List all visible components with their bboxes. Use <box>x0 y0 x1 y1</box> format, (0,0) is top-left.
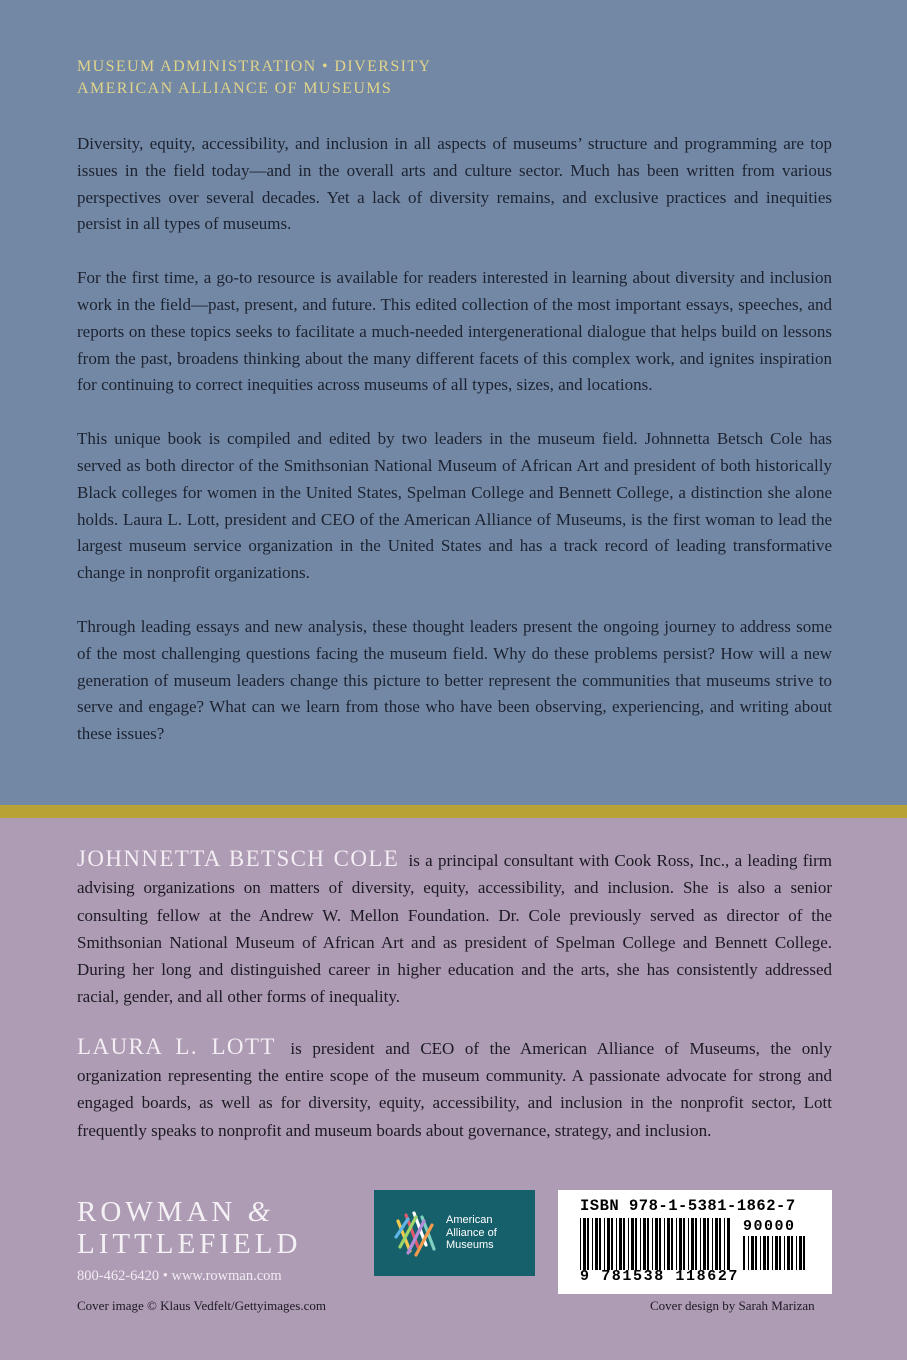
barcode-bar <box>655 1218 658 1270</box>
addon-barcode-bars-icon <box>743 1236 813 1270</box>
barcode-bar <box>580 1218 581 1270</box>
category-label <box>77 56 777 100</box>
isbn-barcode <box>558 1190 832 1294</box>
aam-logo <box>374 1190 535 1276</box>
aam-logo-line: Alliance of <box>446 1226 497 1239</box>
barcode-bar <box>763 1236 766 1270</box>
barcode-bar <box>583 1218 586 1270</box>
barcode-bar <box>791 1236 793 1270</box>
barcode-bar <box>643 1218 646 1270</box>
author-bio-lott <box>77 1033 832 1144</box>
barcode-bar <box>679 1218 682 1270</box>
barcode-bar <box>628 1218 629 1270</box>
barcode-bar <box>592 1218 593 1270</box>
description-paragraph: Through leading essays and new analysis, these thought leaders present the ongoing journey to address some of the most challenging questions facing the museum field. Why do these problems persist? How will a new generation of museum leaders change this picture to better represent the communities that museums strive to serve and engage? What can we learn from those who have been observing, experiencing, and writing about these issues? <box>77 616 832 744</box>
cover-image-credit: Cover image © Klaus Vedfelt/Gettyimages.com <box>77 1298 326 1313</box>
barcode-bar <box>607 1218 610 1270</box>
barcode-bar <box>616 1218 617 1270</box>
barcode-bar <box>760 1236 761 1270</box>
aam-logo-line: American <box>446 1214 493 1227</box>
isbn-number: ISBN 978-1-5381-1862-7 <box>580 1197 796 1215</box>
barcode-bar <box>727 1218 730 1270</box>
barcode-bar <box>703 1218 706 1270</box>
barcode-bar <box>647 1218 649 1270</box>
barcode-bar <box>671 1218 673 1270</box>
barcode-bar <box>796 1236 797 1270</box>
book-description <box>77 131 832 775</box>
publisher-ampersand: & <box>247 1196 275 1228</box>
barcode-bar <box>619 1218 622 1270</box>
barcode-bar <box>755 1236 757 1270</box>
barcode-bar <box>787 1236 790 1270</box>
publisher-logo <box>77 1196 357 1285</box>
publisher-word: ROWMAN <box>77 1196 237 1228</box>
barcode-bar <box>635 1218 637 1270</box>
barcode-bar <box>683 1218 685 1270</box>
barcode-bar <box>611 1218 613 1270</box>
barcode-bar <box>664 1218 665 1270</box>
publisher-contact: 800-462-6420 • www.rowman.com <box>77 1268 282 1284</box>
barcode-bar <box>719 1218 721 1270</box>
barcode-bar <box>695 1218 697 1270</box>
author-bio-text: is a principal consultant with Cook Ross, Inc., a leading firm advising organizations on matters of diversity, equity, accessibility, and inclusion. She is also a senior consulting fellow at the Andrew W. Mellon Foundation. Dr. Cole previously served as director of the Smithsonian National Museum of African Art and as president of Spelman College and Bennett College. During her long and distinguished career in higher education and the arts, she has consistently addressed racial, gender, and all other forms of inequality. <box>77 851 833 1007</box>
description-paragraph: For the first time, a go-to resource is available for readers interested in learning about diversity and inclusion work in the field—past, present, and future. This edited collection of the most important essays, speeches, and reports on these topics seeks to facilitate a much-needed intergenerational dialogue that helps build on lessons from the past, broadens thinking about the many different facets of this complex work, and ignites inspiration for continuing to correct inequities across museums of all types, sizes, and locations. <box>77 268 832 395</box>
barcode-bar <box>803 1236 805 1270</box>
author-name: JOHNNETTA BETSCH COLE <box>77 846 400 871</box>
barcode-bar <box>775 1236 778 1270</box>
barcode-bar <box>700 1218 701 1270</box>
barcode-bar <box>712 1218 713 1270</box>
barcode-digits: 9 781538 118627 <box>580 1268 740 1285</box>
barcode-bars-icon <box>580 1218 730 1270</box>
author-bio-text: is president and CEO of the American Alliance of Museums, the only organization representing the entire scope of the museum community. A passionate advocate for strong and engaged boards, as well as for diversity, equity, accessibility, and inclusion in the nonprofit sector, Lott frequently speaks to nonprofit and museum boards about governance, strategy, and inclusion. <box>77 1038 833 1140</box>
barcode-bar <box>676 1218 677 1270</box>
publisher-line-1 <box>77 1196 357 1228</box>
aam-mark-icon <box>394 1207 438 1259</box>
author-bio-cole <box>77 845 832 1011</box>
aam-logo-text <box>446 1214 526 1252</box>
barcode-bar <box>604 1218 605 1270</box>
barcode-bar <box>784 1236 785 1270</box>
barcode-bar <box>640 1218 641 1270</box>
barcode-bar <box>724 1218 725 1270</box>
aam-logo-line: Museums <box>446 1239 494 1252</box>
barcode-bar <box>595 1218 598 1270</box>
barcode-bar <box>779 1236 781 1270</box>
author-name: LAURA L. LOTT <box>77 1033 276 1059</box>
barcode-bar <box>799 1236 802 1270</box>
price-code: 90000 <box>743 1218 796 1235</box>
barcode-bar <box>623 1218 625 1270</box>
barcode-bar <box>751 1236 754 1270</box>
barcode-bar <box>707 1218 709 1270</box>
barcode-bar <box>743 1236 745 1270</box>
divider-band <box>0 805 907 818</box>
barcode-bar <box>587 1218 589 1270</box>
cover-design-credit: Cover design by Sarah Marizan <box>650 1298 815 1313</box>
barcode-bar <box>715 1218 718 1270</box>
description-paragraph: Diversity, equity, accessibility, and inclusion in all aspects of museums’ structure and programming are top issues in the field today—and in the overall arts and culture sector. Much has been written from various perspectives over several decades. Yet a lack of diversity remains, and exclusive practices and inequities persist in all types of museums. <box>77 134 832 234</box>
barcode-bar <box>659 1218 661 1270</box>
barcode-bar <box>691 1218 694 1270</box>
barcode-bar <box>748 1236 749 1270</box>
category-line-2: AMERICAN ALLIANCE OF MUSEUMS <box>77 80 393 97</box>
barcode-bar <box>767 1236 769 1270</box>
barcode-bar <box>631 1218 634 1270</box>
category-line-1: MUSEUM ADMINISTRATION • DIVERSITY <box>77 58 432 75</box>
barcode-bar <box>772 1236 773 1270</box>
barcode-bar <box>688 1218 689 1270</box>
description-paragraph: This unique book is compiled and edited by two leaders in the museum field. Johnnetta Betsch Cole has served as both director of the Smithsonian National Museum of African Art and president of both historically Black colleges for women in the United States, Spelman College and Bennett College, a distinction she alone holds. Laura L. Lott, president and CEO of the American Alliance of Museums, is the first woman to lead the largest museum service organization in the United States and has a track record of leading transformative change in nonprofit organizations. <box>77 429 832 583</box>
author-bios <box>77 845 832 1166</box>
barcode-bar <box>667 1218 670 1270</box>
barcode-bar <box>652 1218 653 1270</box>
publisher-line-2: LITTLEFIELD <box>77 1228 302 1260</box>
barcode-bar <box>599 1218 601 1270</box>
